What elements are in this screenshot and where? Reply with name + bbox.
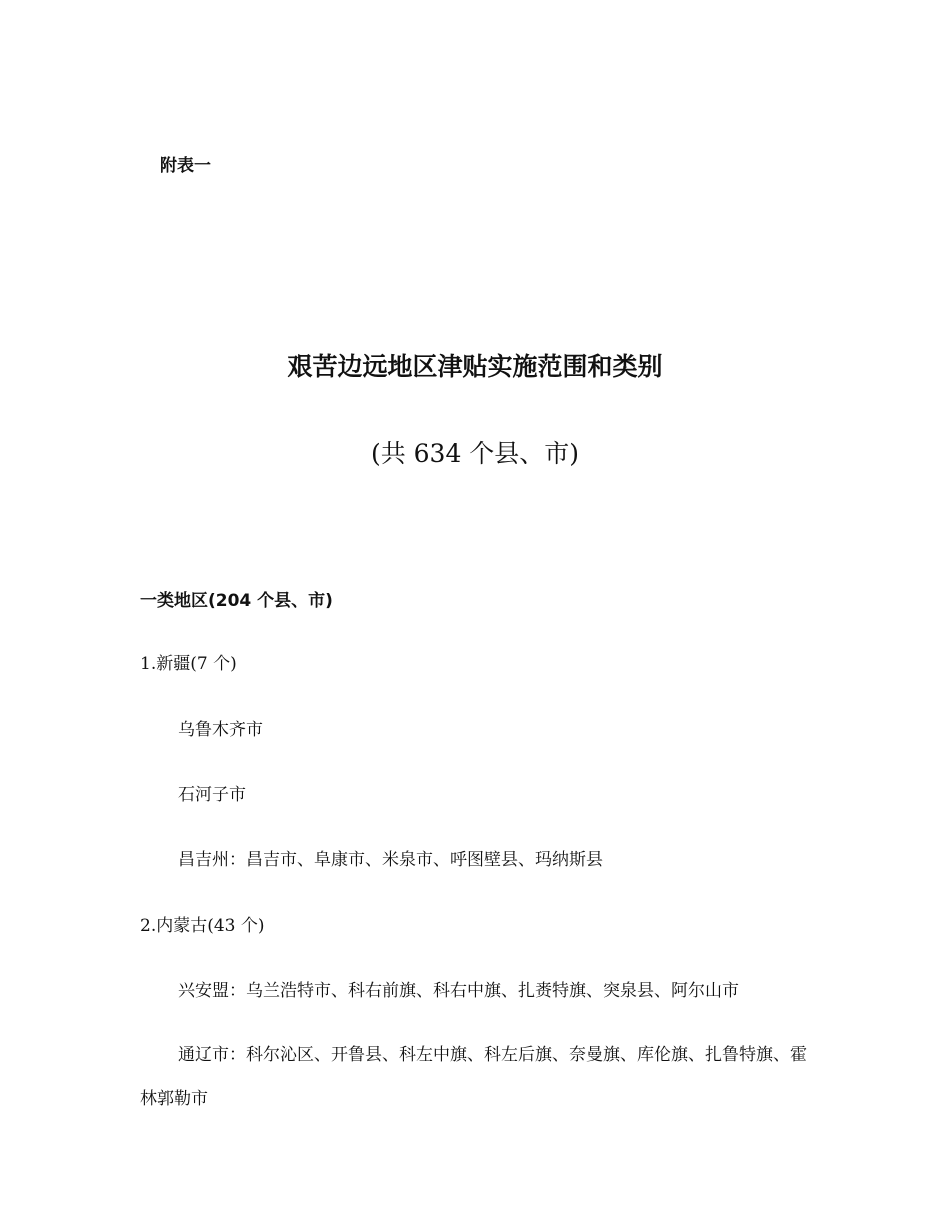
annex-label: 附表一 [160,156,211,176]
entry-xingan-league: 兴安盟：乌兰浩特市、科右前旗、科右中旗、扎赉特旗、突泉县、阿尔山市 [178,981,739,1001]
document-subtitle: (共 634 个县、市) [370,439,580,468]
entry-shihezi: 石河子市 [178,785,246,805]
section-heading: 一类地区(204 个县、市) [140,591,333,611]
province-heading-xinjiang: 1.新疆(7 个) [140,654,237,674]
document-title: 艰苦边远地区津贴实施范围和类别 [287,352,663,381]
province-heading-inner-mongolia: 2.内蒙古(43 个) [140,916,265,936]
entry-urumqi: 乌鲁木齐市 [178,720,263,740]
entry-tongliao: 通辽市：科尔沁区、开鲁县、科左中旗、科左后旗、奈曼旗、库伦旗、扎鲁特旗、霍林郭勒市 [140,1045,807,1109]
entry-changji: 昌吉州：昌吉市、阜康市、米泉市、呼图壁县、玛纳斯县 [178,850,603,870]
